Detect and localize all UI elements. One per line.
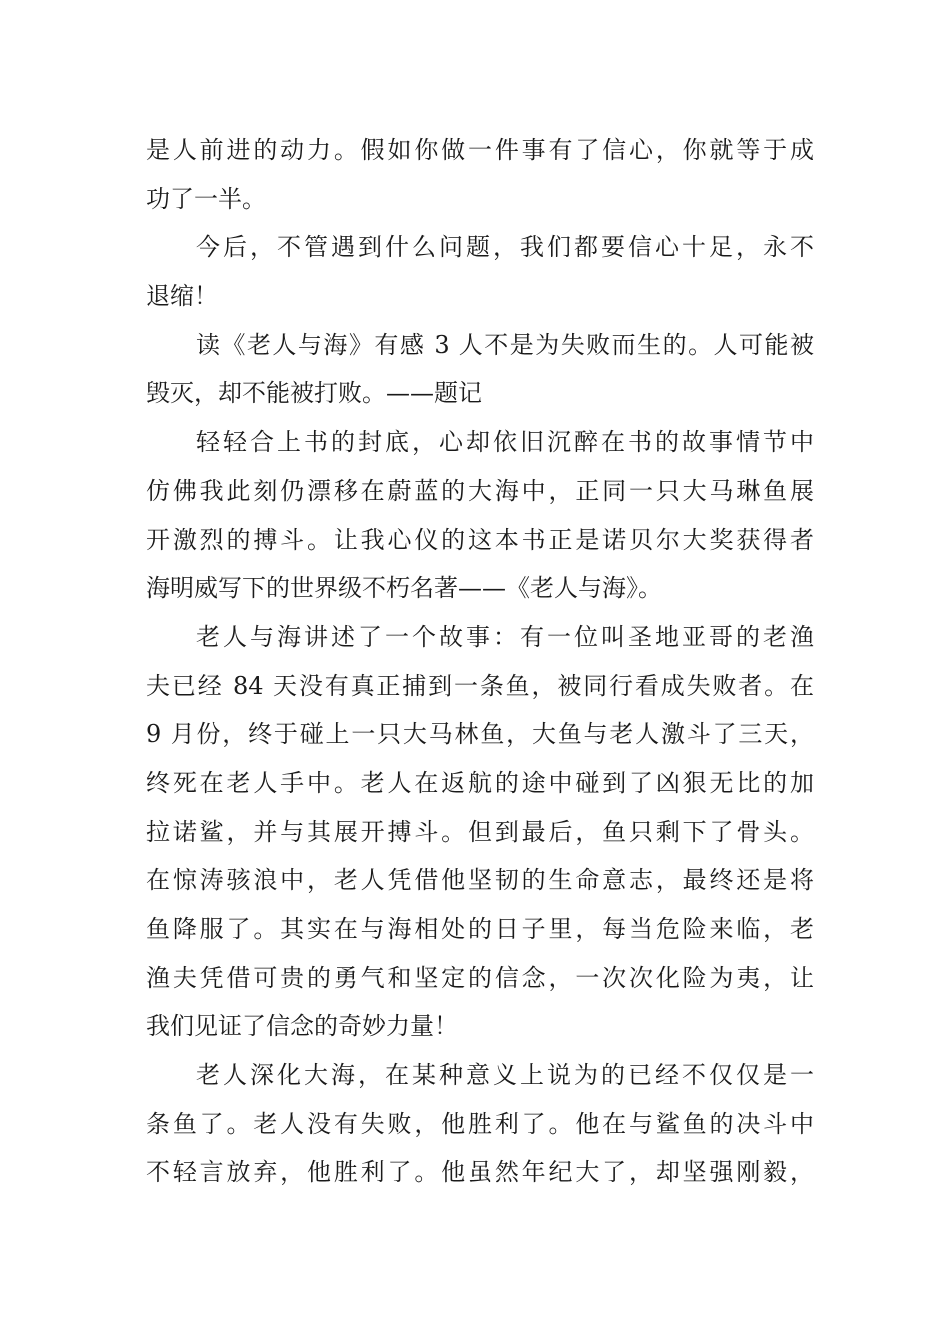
text-line: 毁灭，却不能被打败。——题记	[146, 379, 482, 408]
essay-body	[146, 126, 814, 1197]
text-line: 海明威写下的世界级不朽名著——《老人与海》。	[146, 574, 662, 603]
text-line: 渔夫凭借可贵的勇气和坚定的信念，一次次化险为夷，让	[146, 963, 814, 992]
text-line: 夫已经 84 天没有真正捕到一条鱼，被同行看成失败者。在	[146, 671, 814, 700]
text-line: 仿佛我此刻仍漂移在蔚蓝的大海中，正同一只大马琳鱼展	[146, 476, 814, 505]
paragraph-first-line: 老人深化大海，在某种意义上说为的已经不仅仅是一	[196, 1061, 814, 1090]
paragraph-first-line: 今后，不管遇到什么问题，我们都要信心十足，永不	[196, 233, 814, 262]
text-line: 终死在老人手中。老人在返航的途中碰到了凶狠无比的加	[146, 768, 814, 797]
text-line: 鱼降服了。其实在与海相处的日子里，每当危险来临，老	[146, 915, 814, 943]
text-line: 功了一半。	[146, 184, 266, 213]
text-line: 我们见证了信念的奇妙力量！	[146, 1012, 458, 1041]
paragraph-first-line: 读《老人与海》有感 3 人不是为失败而生的。人可能被	[196, 330, 814, 359]
text-line: 拉诺鲨，并与其展开搏斗。但到最后，鱼只剩下了骨头。	[146, 817, 814, 846]
text-line: 开激烈的搏斗。让我心仪的这本书正是诺贝尔大奖获得者	[146, 525, 814, 554]
text-line: 9 月份，终于碰上一只大马林鱼，大鱼与老人激斗了三天，	[146, 720, 814, 749]
text-line: 不轻言放弃，他胜利了。他虽然年纪大了，却坚强刚毅，	[146, 1158, 814, 1187]
text-line: 条鱼了。老人没有失败，他胜利了。他在与鲨鱼的决斗中	[146, 1109, 814, 1138]
text-line: 在惊涛骇浪中，老人凭借他坚韧的生命意志，最终还是将	[146, 866, 814, 895]
text-line: 是人前进的动力。假如你做一件事有了信心，你就等于成	[146, 136, 814, 164]
paragraph-first-line: 老人与海讲述了一个故事：有一位叫圣地亚哥的老渔	[196, 622, 814, 651]
text-line: 退缩！	[146, 282, 218, 311]
paragraph-first-line: 轻轻合上书的封底，心却依旧沉醉在书的故事情节中	[196, 428, 814, 457]
